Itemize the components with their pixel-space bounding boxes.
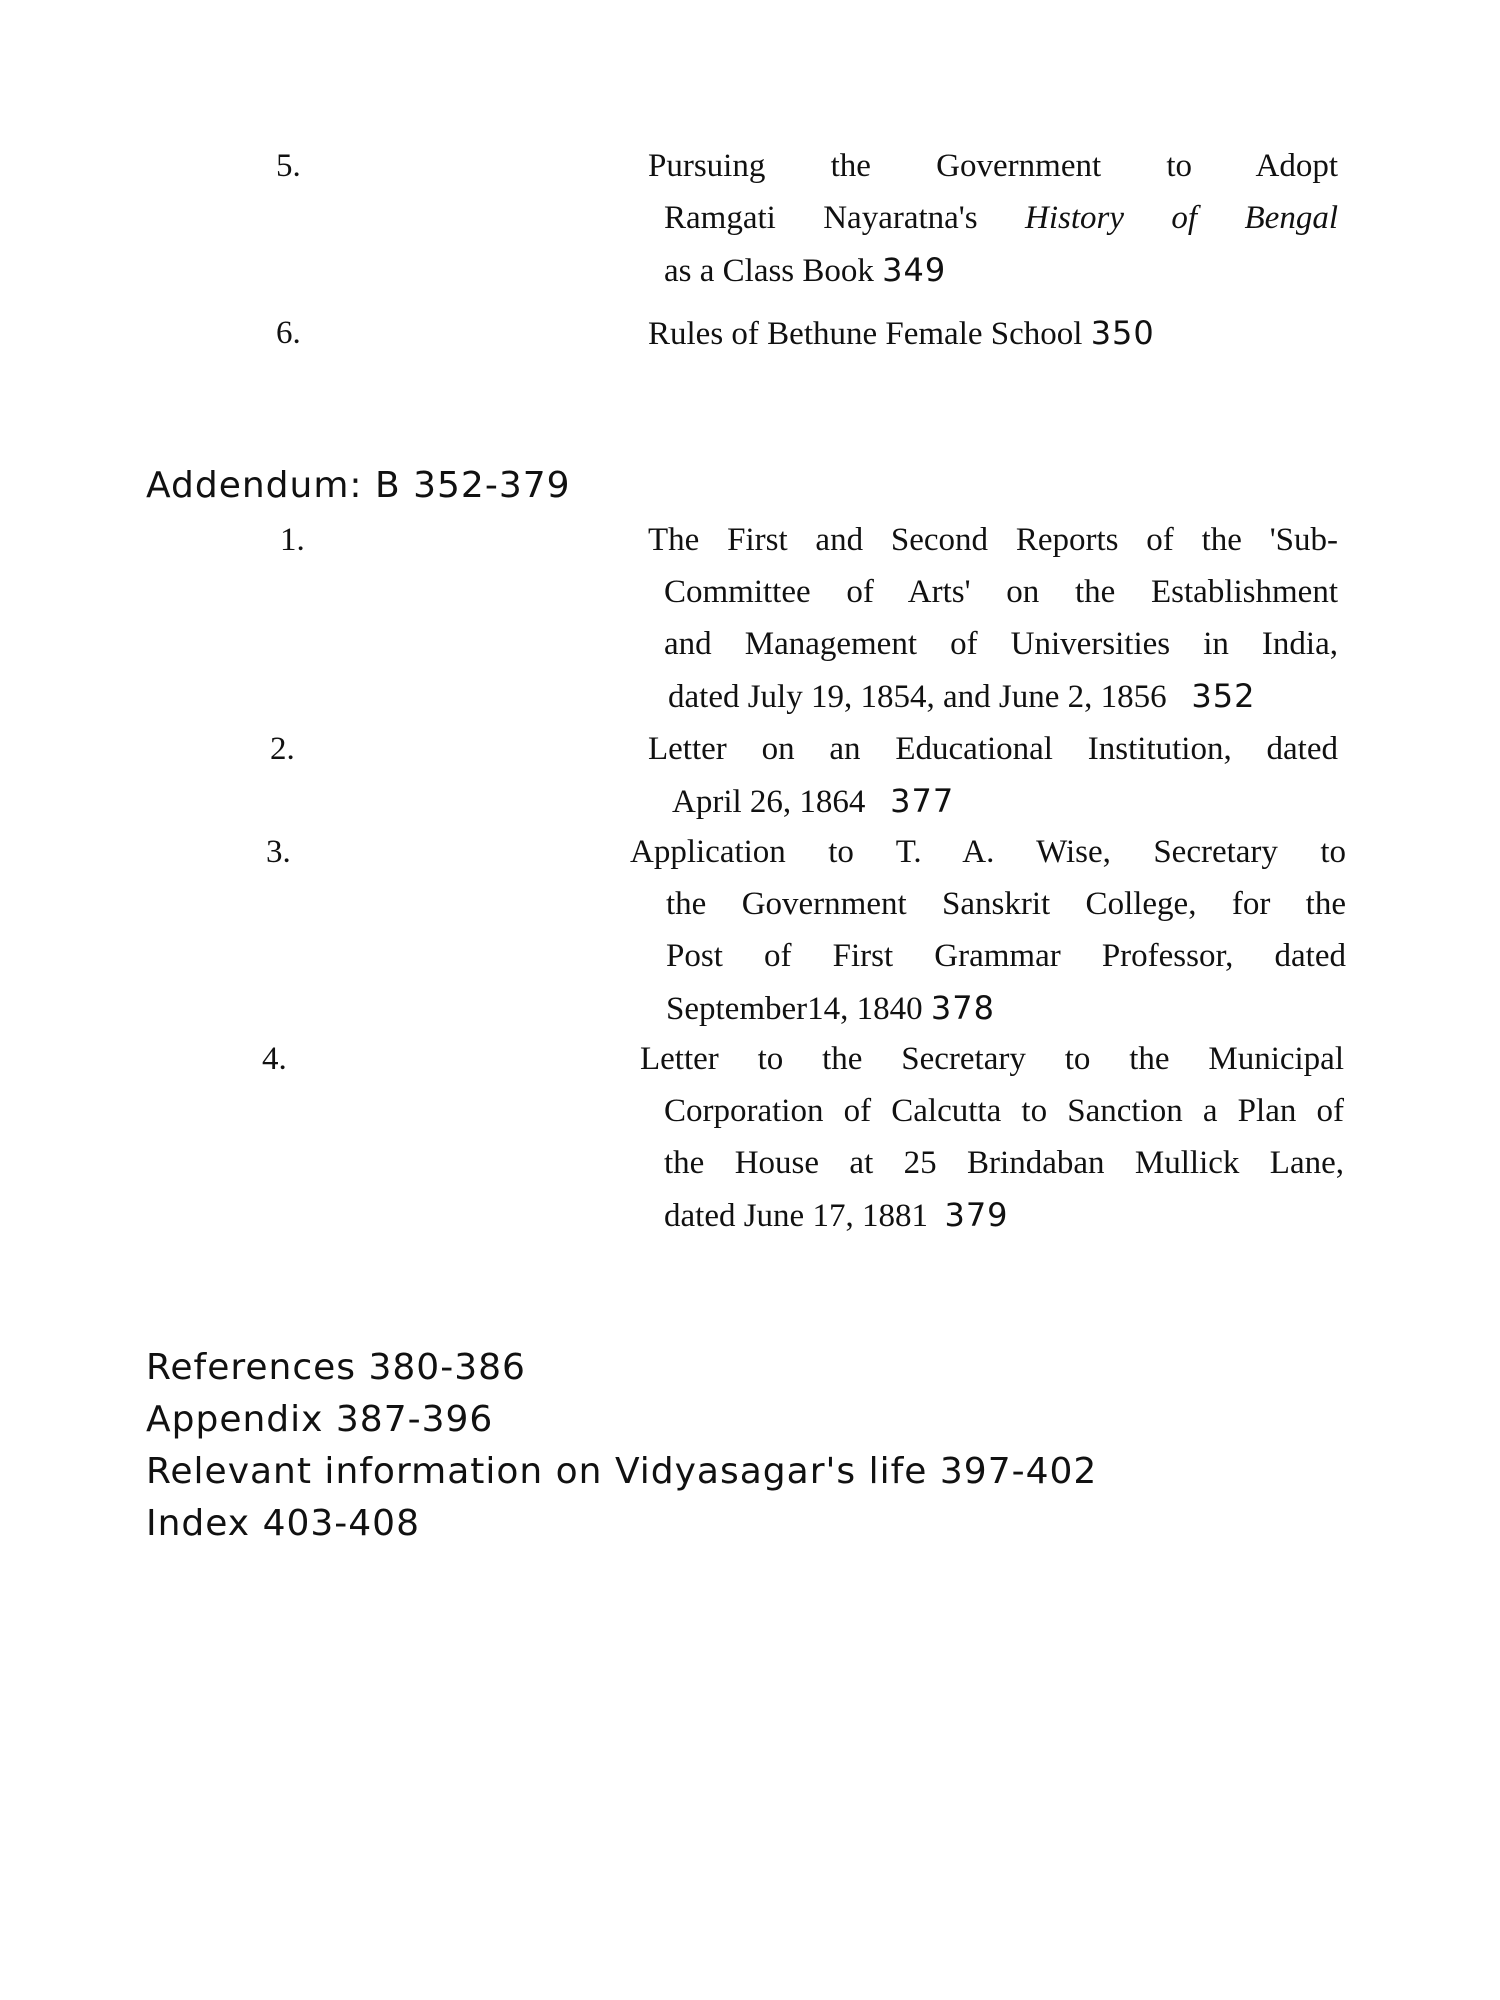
- item-number: 2.: [270, 731, 295, 767]
- page-number: 349: [882, 251, 947, 289]
- appendix-entry: Appendix 387-396: [146, 1399, 494, 1440]
- entry-line: dated July 19, 1854, and June 2, 1856 352: [668, 677, 1256, 715]
- entry-line: the House at 25 Brindaban Mullick Lane,: [664, 1145, 1344, 1181]
- toc-entry-5: [648, 140, 1338, 297]
- addendum-entry-2: [648, 723, 1338, 828]
- item-number: 6.: [276, 315, 301, 351]
- entry-line: Rules of Bethune Female School 350: [648, 314, 1155, 352]
- page-number: 377: [890, 782, 955, 820]
- entry-line: The First and Second Reports of the 'Sub-: [648, 522, 1338, 558]
- page-number: 352: [1191, 677, 1256, 715]
- entry-line: as a Class Book 349: [664, 251, 947, 289]
- entry-line: Corporation of Calcutta to Sanction a Plan of: [664, 1093, 1344, 1129]
- addendum-heading: Addendum: B 352-379: [146, 465, 571, 506]
- references-entry: References 380-386: [146, 1347, 526, 1388]
- page-number: 378: [930, 989, 995, 1027]
- entry-line: April 26, 1864 377: [672, 782, 955, 820]
- entry-line: Letter on an Educational Institution, dated: [648, 731, 1338, 767]
- addendum-entry-1: [648, 514, 1338, 723]
- entry-line: Pursuing the Government to Adopt: [648, 148, 1338, 184]
- entry-line: Application to T. A. Wise, Secretary to: [630, 834, 1346, 870]
- book-title: History of Bengal: [1025, 200, 1338, 236]
- item-number: 1.: [280, 522, 305, 558]
- relevant-information-entry: Relevant information on Vidyasagar's life 397-402: [146, 1451, 1098, 1492]
- item-number: 4.: [262, 1041, 287, 1077]
- entry-line: the Government Sanskrit College, for the: [666, 886, 1346, 922]
- entry-line: and Management of Universities in India,: [664, 626, 1338, 662]
- toc-entry-6: [648, 307, 1338, 360]
- page-number: 350: [1090, 314, 1155, 352]
- page-number: 379: [944, 1196, 1009, 1234]
- entry-line: September14, 1840 378: [666, 989, 995, 1027]
- addendum-entry-3: [630, 826, 1346, 1035]
- addendum-entry-4: [640, 1033, 1344, 1242]
- entry-line: Committee of Arts' on the Establishment: [664, 574, 1338, 610]
- entry-line: Letter to the Secretary to the Municipal: [640, 1041, 1344, 1077]
- item-number: 3.: [266, 834, 291, 870]
- entry-line: dated June 17, 1881 379: [664, 1196, 1009, 1234]
- entry-line: Ramgati Nayaratna's History of Bengal: [664, 200, 1338, 236]
- item-number: 5.: [276, 148, 301, 184]
- index-entry: Index 403-408: [146, 1503, 420, 1544]
- entry-line: Post of First Grammar Professor, dated: [666, 938, 1346, 974]
